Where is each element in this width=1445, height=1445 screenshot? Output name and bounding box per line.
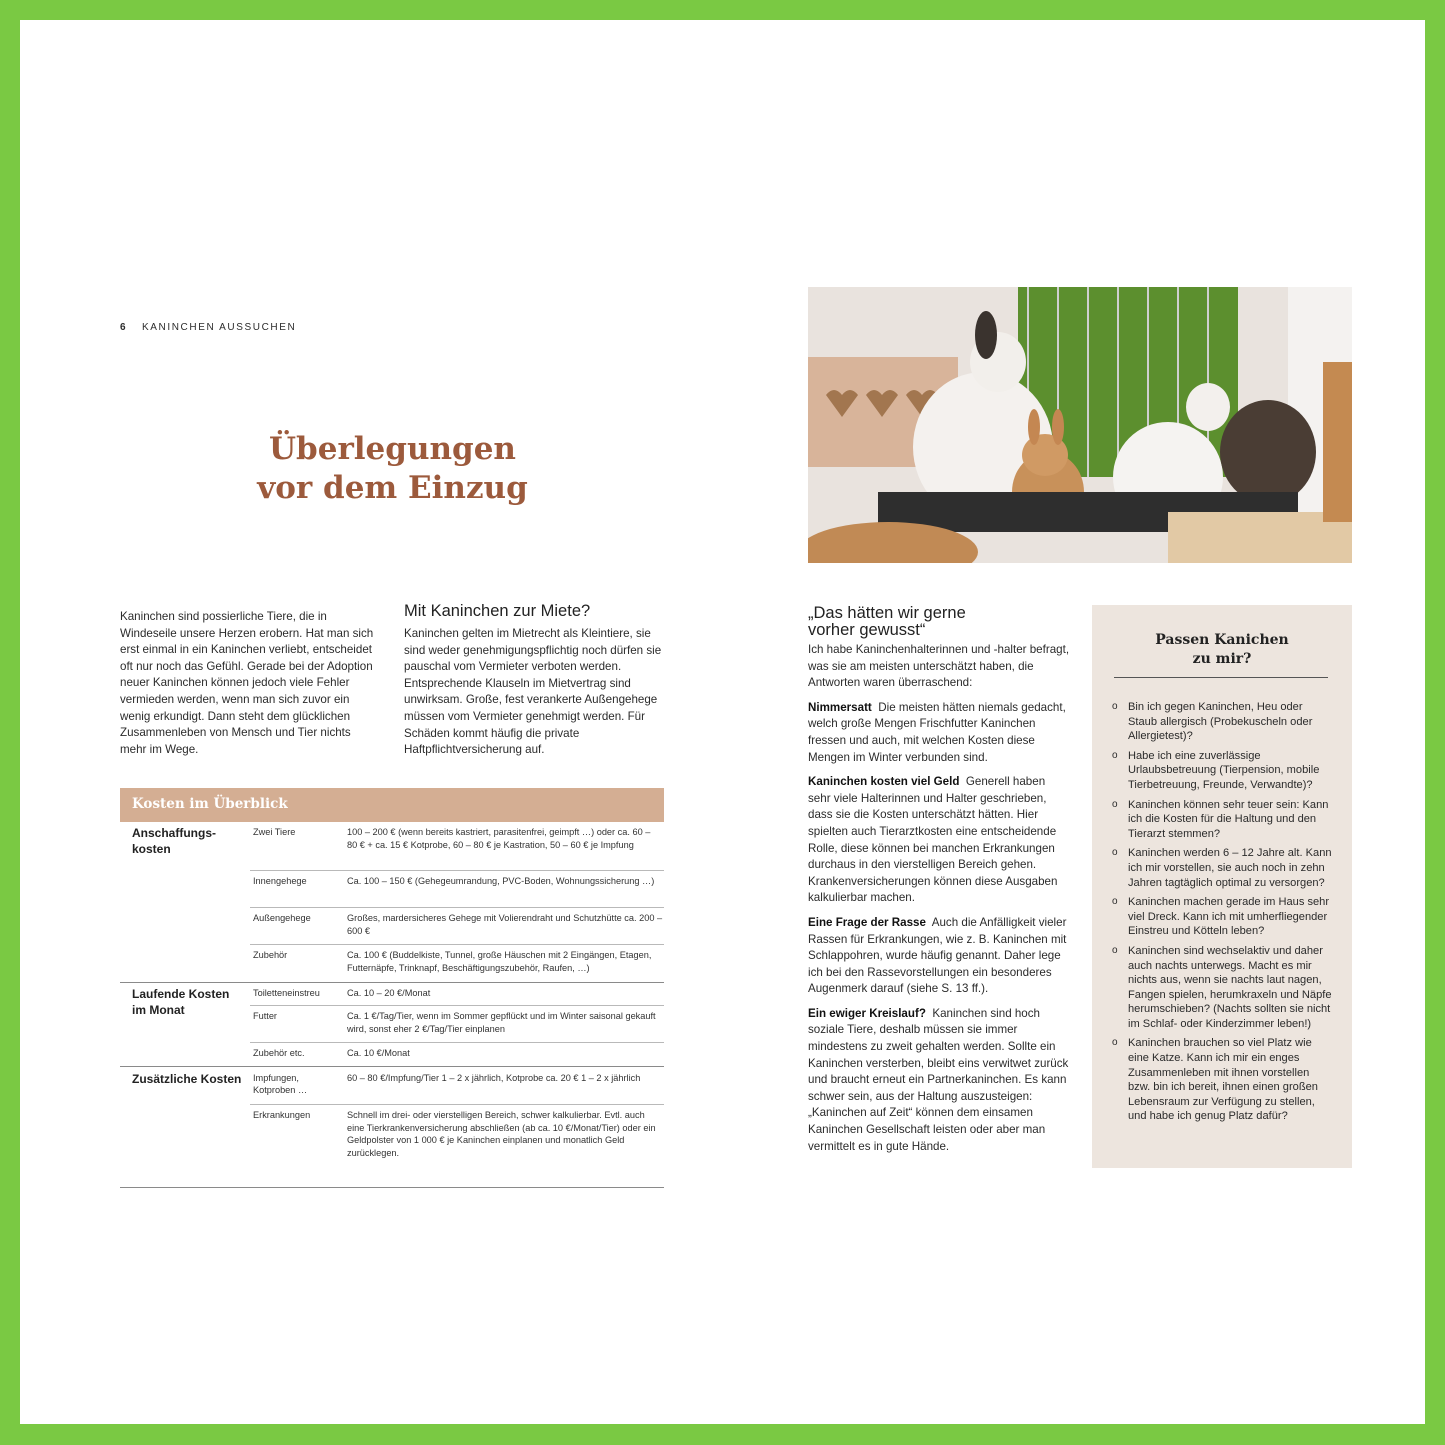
quote-item-head: Ein ewiger Kreislauf? — [808, 1006, 926, 1020]
cost-row — [250, 1068, 664, 1105]
cost-row — [250, 983, 664, 1006]
group-divider — [120, 1066, 664, 1067]
cost-row — [250, 871, 664, 908]
quote-item — [808, 1006, 1070, 1155]
checklist-item — [1112, 749, 1334, 793]
cost-label: Erkrankungen — [253, 1110, 311, 1120]
cost-label: Futter — [253, 1011, 277, 1021]
cost-value: Ca. 1 €/Tag/Tier, wenn im Sommer gepflückt und im Winter saisonal gekauft wird, sonst eher 2 €/Tag/Tier einplanen — [347, 1011, 656, 1034]
cost-group-name: Anschaffungs- kosten — [132, 826, 216, 856]
checklist-item — [1112, 846, 1334, 890]
quote-item-text: Generell haben sehr viele Halterinnen und Halter geschrieben, dass sie die Kosten unterschätzt hätten. Hier spielten auch Tierarztkosten eine entscheidende Rolle, diese können bei manchen Erkrankungen durchaus in den vierstelligen Bereich gehen. Krankenversicherungen können diese Ausgaben kalkulierbar machen. — [808, 775, 1058, 905]
miete-heading: Mit Kaninchen zur Miete? — [404, 602, 591, 620]
cost-table-title: Kosten im Überblick — [132, 796, 288, 812]
cost-group — [120, 822, 664, 999]
cost-table-header — [120, 788, 664, 822]
cost-value: Schnell im drei- oder vierstelligen Bereich, schwer kalkulierbar. Evtl. auch eine Tierkrankenversicherung abschließen (ab ca. 10 €/Monat/Tier) oder ein Geldpolster von 1 000 € je Kaninchen einplanen und monatlich Geld zurücklegen. — [347, 1110, 656, 1158]
checklist-item-text: Kaninchen werden 6 – 12 Jahre alt. Kann ich mir vorstellen, sie auch noch in zehn Jahren tagtäglich optimal zu versorgen? — [1128, 847, 1332, 889]
bullet-icon: o — [1112, 1037, 1118, 1049]
cost-row — [250, 1043, 664, 1066]
checklist-item-text: Kaninchen können sehr teuer sein: Kann ich die Kosten für die Haltung und den Tierarzt stemmen? — [1128, 798, 1329, 840]
cost-label: Außengehege — [253, 913, 311, 923]
checklist — [1112, 700, 1334, 1129]
bullet-icon: o — [1112, 798, 1118, 810]
cost-row — [250, 822, 664, 871]
cost-value: Ca. 10 – 20 €/Monat — [347, 988, 431, 998]
bullet-icon: o — [1112, 749, 1118, 761]
cost-label: Innengehege — [253, 876, 307, 886]
quote-item — [808, 774, 1070, 907]
cost-value: Großes, mardersicheres Gehege mit Volierendraht und Schutzhütte ca. 200 – 600 € — [347, 913, 663, 936]
cost-label: Impfungen, Kotproben … — [253, 1073, 308, 1095]
checklist-divider — [1114, 677, 1328, 678]
section-header: KANINCHEN AUSSUCHEN — [142, 322, 297, 333]
quote-item-head: Kaninchen kosten viel Geld — [808, 775, 960, 789]
checklist-title: Passen Kanichen zu mir? — [1155, 632, 1289, 667]
quote-heading: „Das hätten wir gerne vorher gewusst“ — [808, 604, 966, 639]
cost-value: 60 – 80 €/Impfung/Tier 1 – 2 x jährlich, Kotprobe ca. 20 € 1 – 2 x jährlich — [347, 1073, 641, 1083]
quote-item-text: Kaninchen sind hoch soziale Tiere, deshalb müssen sie immer mindestens zu zweit gehalten werden. Sollte ein Kaninchen versterben, bleibt eins verwitwet zurück und braucht erneut ein Partnerkaninchen. Es kann schwer sein, aus der Haltung auszusteigen: „Kaninchen auf Zeit“ können dem einsamen Kaninchen Gesellschaft leisten oder aber man vermittelt es in gute Hände. — [808, 1006, 1069, 1153]
quote-column — [808, 642, 1070, 1163]
bullet-icon: o — [1112, 944, 1118, 956]
checklist-item — [1112, 798, 1334, 842]
cost-value: Ca. 100 – 150 € (Gehegeumrandung, PVC-Boden, Wohnungssicherung …) — [347, 876, 655, 886]
checklist-item — [1112, 944, 1334, 1032]
miete-text: Kaninchen gelten im Mietrecht als Kleintiere, sie sind weder genehmigungspflichtig noch dürfen sie pauschal vom Vermieter verboten werden. Entsprechende Klauseln im Mietvertrag sind unwirksam. Große, fest verankerte Außengehege müssen vom Vermieter genehmigt werden. Für Schäden kommt häufig die private Haftpflichtversicherung auf. — [404, 627, 662, 757]
book-spread — [20, 20, 1425, 1424]
cost-label: Toiletteneinstreu — [253, 988, 320, 998]
checklist-item-text: Kaninchen machen gerade im Haus sehr viel Dreck. Kann ich mit umherfliegender Einstreu und Kötteln leben? — [1128, 896, 1330, 938]
cost-row — [250, 908, 664, 945]
cost-label: Zubehör — [253, 950, 288, 960]
cost-label: Zubehör etc. — [253, 1048, 305, 1058]
checklist-box — [1092, 605, 1352, 1168]
group-divider — [120, 1187, 664, 1188]
quote-item-head: Nimmersatt — [808, 700, 872, 714]
cost-value: Ca. 100 € (Buddelkiste, Tunnel, große Häuschen mit 2 Eingängen, Etagen, Futternäpfe, Trinknapf, Beschäftigungszubehör, Raufen, …) — [347, 950, 652, 973]
cost-group — [120, 983, 664, 1067]
quote-item-text: Auch die Anfälligkeit vieler Rassen für Erkrankungen, wie z. B. Kaninchen mit Schlappohren, wurde häufig genannt. Daher lege ich bei den Rassevorstellungen ein besonderes Augenmerk darauf (siehe S. 13 ff.). — [808, 915, 1067, 996]
cost-group-name: Zusätzliche Kosten — [132, 1072, 242, 1086]
cost-value: Ca. 10 €/Monat — [347, 1048, 410, 1058]
checklist-item — [1112, 1036, 1334, 1124]
quote-item-head: Eine Frage der Rasse — [808, 915, 926, 929]
cost-row — [250, 1105, 664, 1168]
quote-item — [808, 915, 1070, 998]
cost-label: Zwei Tiere — [253, 827, 296, 837]
cost-group — [120, 1068, 664, 1188]
cost-group-name: Laufende Kosten im Monat — [132, 987, 230, 1017]
quote-intro: Ich habe Kaninchenhalterinnen und -halter befragt, was sie am meisten unterschätzt haben, die Antworten waren überraschend: — [808, 643, 1070, 690]
bullet-icon: o — [1112, 701, 1118, 712]
page-number: 6 — [120, 322, 127, 333]
page-title: Überlegungen vor dem Einzug — [257, 431, 528, 506]
checklist-item-text: Bin ich gegen Kaninchen, Heu oder Staub allergisch (Probekuscheln oder Allergietest)? — [1128, 701, 1313, 743]
rabbits-photo — [808, 287, 1352, 563]
quote-item — [808, 700, 1070, 766]
bullet-icon: o — [1112, 847, 1118, 859]
bullet-icon: o — [1112, 896, 1118, 908]
cost-row — [250, 1006, 664, 1043]
checklist-item — [1112, 895, 1334, 939]
intro-text: Kaninchen sind possierliche Tiere, die in Windeseile unsere Herzen erobern. Hat man sich erst einmal in ein Kaninchen verliebt, entscheidet oft nur noch das Gefühl. Gerade bei der Adoption neuer Kaninchen können jedoch viele Fehler vermieden werden, wenn man sich zuvor ein wenig erkundigt. Dann steht dem glücklichen Zusammenleben von Mensch und Tier nichts mehr im Wege. — [120, 610, 374, 756]
checklist-item-text: Kaninchen sind wechselaktiv und daher auch nachts unterwegs. Macht es mir nichts aus, wenn sie nachts laut nagen, Fangen spielen, herumkraxeln und Näpfe herumschieben? (Nachts sollten sie nicht im Schlaf- oder Kinderzimmer leben!) — [1128, 944, 1332, 1030]
cost-value: 100 – 200 € (wenn bereits kastriert, parasitenfrei, geimpft …) oder ca. 60 – 80 € + ca. 15 € Kotprobe, 60 – 80 € je Kastration, 50 – 60 € je Impfung — [347, 827, 651, 850]
checklist-item-text: Kaninchen brauchen so viel Platz wie eine Katze. Kann ich mir ein enges Zusammenleben mit ihnen vorstellen bzw. bin ich bereit, ihnen einen großen Lebensraum zur Verfügung zu stellen, und habe ich genug Platz dafür? — [1128, 1037, 1318, 1123]
cost-row — [250, 945, 664, 982]
checklist-item-text: Habe ich eine zuverlässige Urlaubsbetreuung (Tierpension, mobile Tierbetreuung, Freunde, Verwandte)? — [1128, 749, 1320, 791]
checklist-item — [1112, 700, 1334, 744]
quote-item-text: Die meisten hätten niemals gedacht, welch große Mengen Frischfutter Kaninchen fressen und auch, mit welchen Kosten diese Mengen im Winter verbunden sind. — [808, 700, 1066, 764]
